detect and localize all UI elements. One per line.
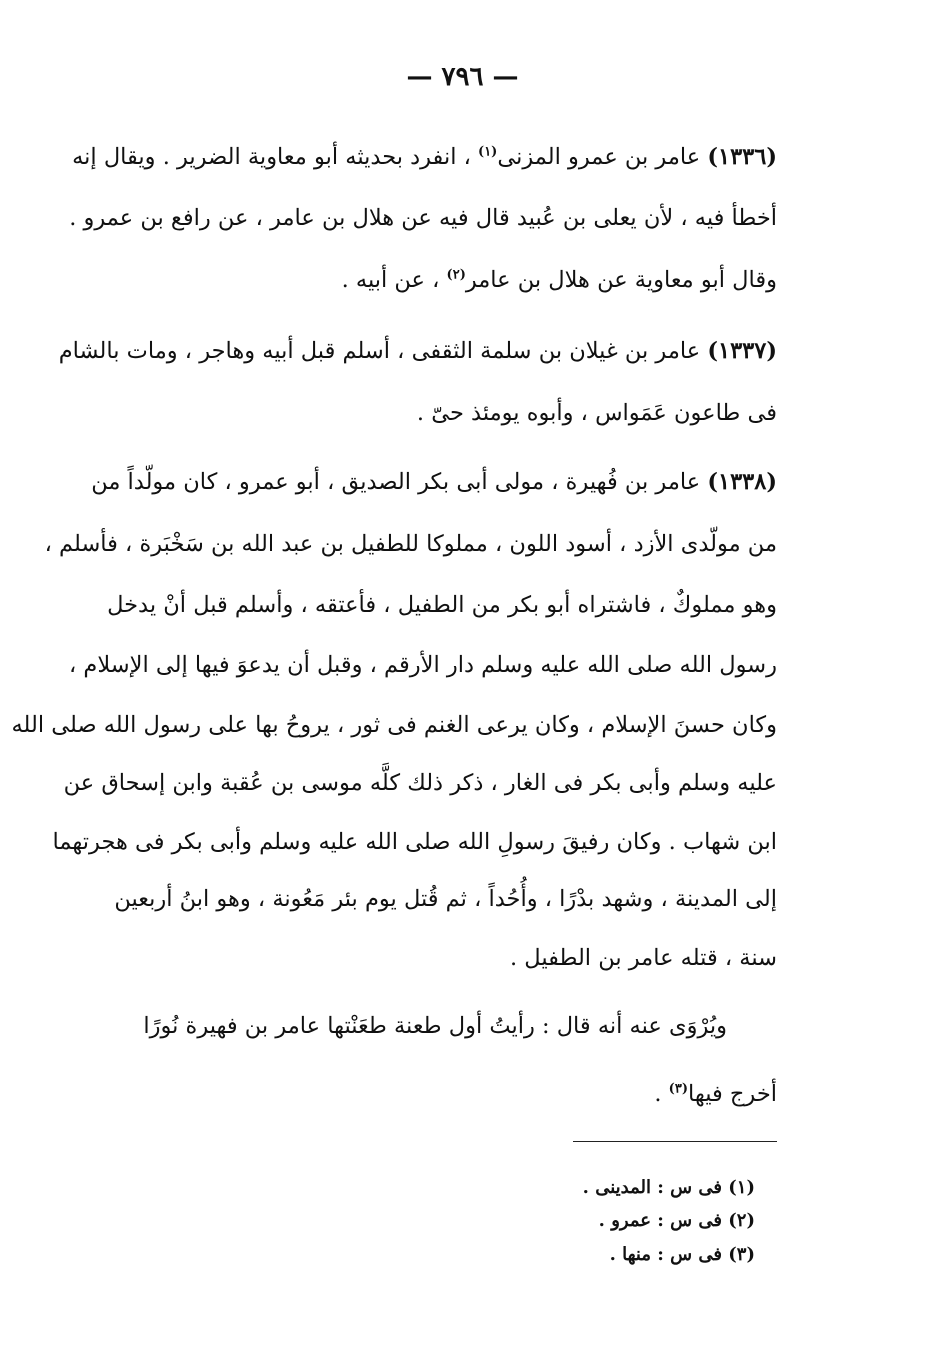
entry-text: وقال أبو معاوية عن هلال بن عامر (465, 267, 777, 293)
entry-text: عامر بن فُهيرة ، مولى أبى بكر الصديق ، أبو عمرو ، كان مولّداً من (91, 469, 701, 495)
footnote-marker[interactable]: (١) (478, 144, 498, 160)
page-number: — ٧٩٦ — (406, 62, 519, 92)
closing-line-1: ويُرْوَى عنه أنه قال : رأيتُ أول طعنة طعَنْتها عامر بن فهيرة نُورًا (143, 1013, 727, 1039)
entry-1338-line-2: من مولّدى الأزد ، أسود اللون ، مملوكا للطفيل بن عبد الله بن سَخْبَرة ، فأسلم ، (44, 531, 777, 557)
footnote-3: (٣) فى س : منها . (609, 1244, 755, 1265)
entry-1338-line-4: رسول الله صلى الله عليه وسلم دار الأرقم ، وقبل أن يدعوَ فيها إلى الإسلام ، (69, 652, 777, 678)
footnote-marker[interactable]: (٣) (668, 1081, 688, 1097)
closing-text: أخرج فيها (687, 1081, 777, 1107)
entry-1336-line-2: أخطأ فيه ، لأن يعلى بن عُبيد قال فيه عن هلال بن عامر ، عن رافع بن عمرو . (69, 205, 777, 231)
entry-1338-line-6: عليه وسلم وأبى بكر فى الغار ، ذكر ذلك كلَّه موسى بن عُقبة وابن إسحاق عن (63, 770, 777, 796)
entry-1337-line-2: فى طاعون عَمَواس ، وأبوه يومئذ حىّ . (416, 400, 777, 426)
footnote-marker[interactable]: (٢) (446, 267, 466, 283)
entry-1338-line-8: إلى المدينة ، وشهد بدْرًا ، وأُحُداً ، ثم قُتل يوم بئر مَعُونة ، وهو ابنُ أربعين (114, 886, 777, 912)
entry-1338-line-5: وكان حسنَ الإسلام ، وكان يرعى الغنم فى ثور ، يروحُ بها على رسول الله صلى الله (11, 712, 777, 738)
entry-1336-line-3 (127, 260, 777, 300)
entry-number: (١٣٣٨) (707, 469, 777, 495)
entry-number: (١٣٣٧) (707, 338, 777, 364)
entry-text: ، عن أبيه . (341, 267, 440, 293)
entry-1336-line-1 (72, 137, 777, 177)
closing-line-2 (127, 1074, 777, 1114)
entry-1338-line-3: وهو مملوكٌ ، فاشتراه أبو بكر من الطفيل ، فأعتقه ، وأسلم قبل أنْ يدخل (107, 592, 777, 618)
entry-text: ، انفرد بحديثه أبو معاوية الضرير . ويقال إنه (72, 144, 471, 170)
entry-text: عامر بن غيلان بن سلمة الثقفى ، أسلم قبل أبيه وهاجر ، ومات بالشام (58, 338, 701, 364)
entry-1337-line-1 (58, 331, 777, 371)
entry-text: عامر بن عمرو المزنى (497, 144, 701, 170)
footnote-separator (573, 1141, 777, 1142)
entry-number: (١٣٣٦) (707, 144, 777, 170)
entry-1338-line-1 (91, 462, 777, 502)
entry-1338-line-9: سنة ، قتله عامر بن الطفيل . (509, 945, 777, 971)
footnote-2: (٢) فى س : عمرو . (598, 1210, 755, 1231)
footnote-1: (١) فى س : المدينى . (582, 1177, 755, 1198)
closing-text: . (654, 1081, 662, 1107)
entry-1338-line-7: ابن شهاب . وكان رفيقَ رسولِ الله صلى الله عليه وسلم وأبى بكر فى هجرتهما (52, 829, 777, 855)
